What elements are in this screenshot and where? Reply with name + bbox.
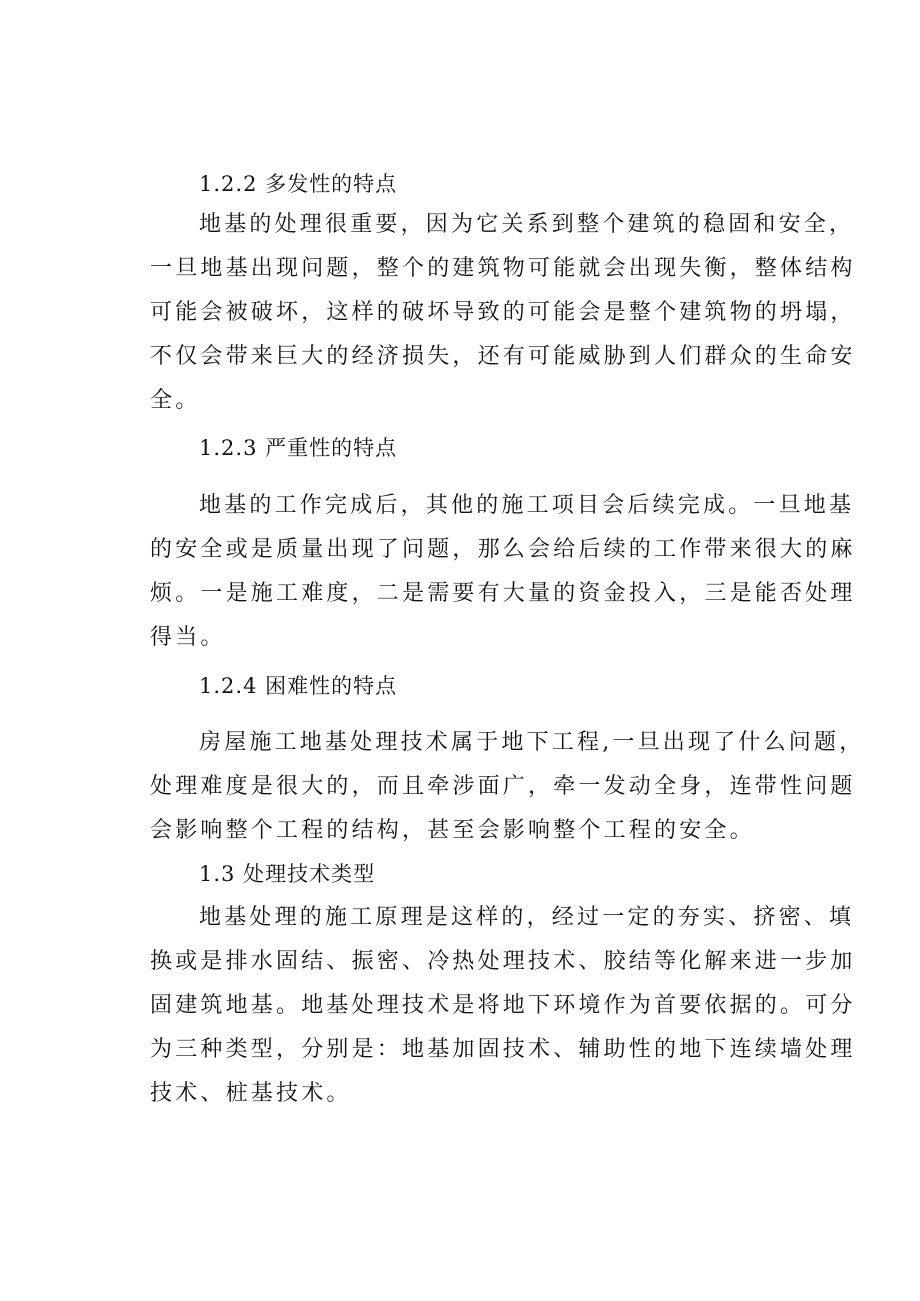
section-heading-1-2-3: 1.2.3 严重性的特点 [199,436,398,460]
paragraph-line: 得当。 [150,625,226,650]
paragraph-line: 的安全或是质量出现了问题，那么会给后续的工作带来很大的麻 [150,537,856,562]
paragraph-line: 地基处理的施工原理是这样的，经过一定的夯实、挤密、填 [199,905,855,930]
paragraph-line: 全。 [150,388,201,413]
paragraph-line: 换或是排水固结、振密、冷热处理技术、胶结等化解来进一步加 [150,949,856,974]
paragraph-line: 固建筑地基。地基处理技术是将地下环境作为首要依据的。可分 [150,993,856,1018]
paragraph-line: 地基的工作完成后，其他的施工项目会后续完成。一旦地基 [199,493,855,518]
paragraph-line: 可能会被破坏，这样的破坏导致的可能会是整个建筑物的坍塌， [150,300,856,325]
paragraph-line: 地基的处理很重要，因为它关系到整个建筑的稳固和安全， [199,212,855,237]
paragraph-line: 处理难度是很大的，而且牵涉面广，牵一发动全身，连带性问题 [150,774,856,799]
paragraph-1-2-2 [150,203,856,423]
paragraph-line: 会影响整个工程的结构，甚至会影响整个工程的安全。 [150,818,755,843]
section-heading-1-2-2: 1.2.2 多发性的特点 [199,172,398,196]
paragraph-line: 不仅会带来巨大的经济损失，还有可能威胁到人们群众的生命安 [150,344,856,369]
section-heading-1-2-4: 1.2.4 困难性的特点 [199,674,398,698]
paragraph-line: 技术、桩基技术。 [150,1081,352,1106]
paragraph-line: 房屋施工地基处理技术属于地下工程,一旦出现了什么问题， [199,730,865,755]
paragraph-1-2-3 [150,484,856,660]
paragraph-line: 烦。一是施工难度，二是需要有大量的资金投入，三是能否处理 [150,581,856,606]
paragraph-1-2-4 [150,721,865,853]
section-heading-1-3: 1.3 处理技术类型 [199,862,376,886]
paragraph-1-3 [150,896,856,1116]
paragraph-line: 一旦地基出现问题，整个的建筑物可能就会出现失衡，整体结构 [150,256,856,281]
paragraph-line: 为三种类型，分别是：地基加固技术、辅助性的地下连续墙处理 [150,1037,856,1062]
